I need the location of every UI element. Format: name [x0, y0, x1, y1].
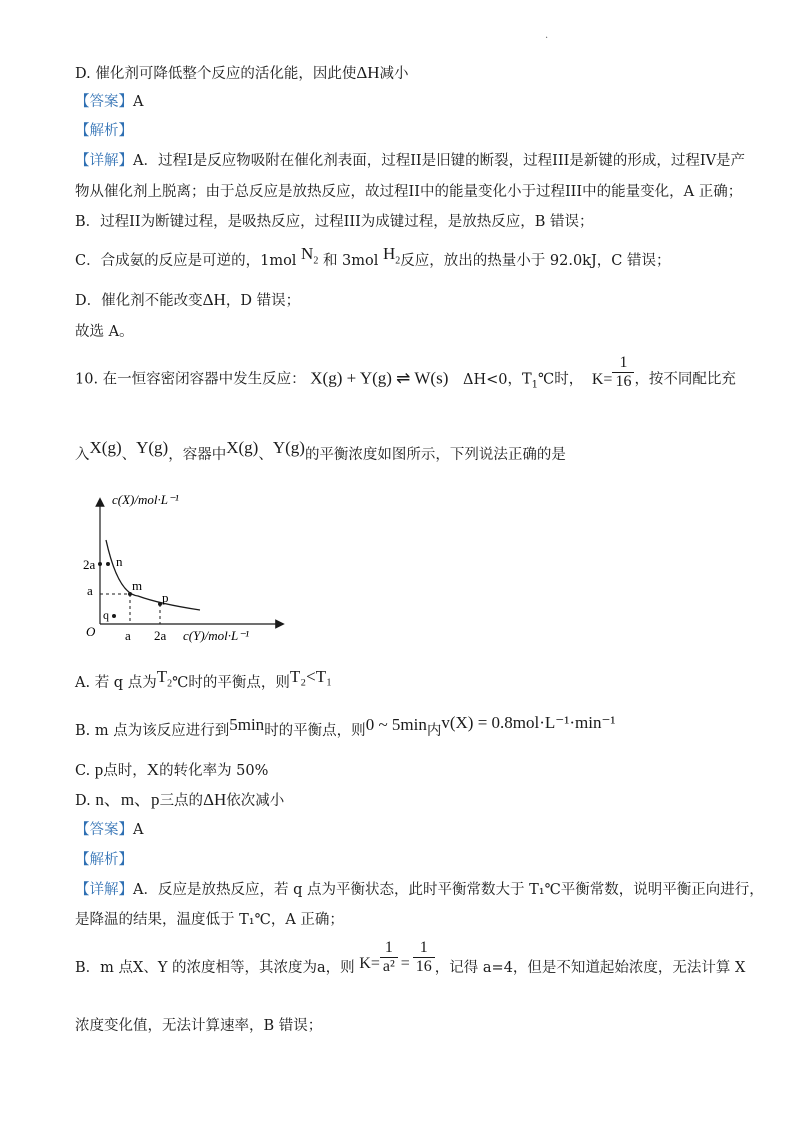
- x-symbol: X: [146, 760, 160, 779]
- y-tick-a: a: [87, 583, 93, 598]
- y-species: Y(g): [272, 438, 305, 457]
- h2-symbol: H: [383, 244, 396, 263]
- label-p: p: [162, 590, 169, 605]
- line-d-part-a: D．催化剂不能改变: [75, 293, 203, 309]
- delta-h-symbol: ΔH: [202, 290, 226, 309]
- option-a: [75, 667, 333, 699]
- option-c: [75, 760, 268, 781]
- analysis-1-label: 【解析】: [75, 123, 133, 139]
- equilibrium-graph: [80, 482, 300, 652]
- detail-text: A．反应是放热反应，若 q 点为平衡状态，此时平衡常数大于 T₁℃平衡常数，说明平衡正向进行，: [133, 882, 764, 898]
- stem2-part-b: ，容器中: [168, 447, 227, 463]
- tick-dot: [98, 562, 102, 566]
- line-c-part-b: 和 3mol: [322, 253, 379, 269]
- option-b-time: 5min: [229, 715, 265, 734]
- y-species: Y(g): [136, 438, 169, 457]
- denominator: 16: [415, 957, 432, 975]
- answer-label: 【答案】: [75, 822, 133, 838]
- answer-value: A: [133, 94, 144, 110]
- x-tick-2a: 2a: [154, 628, 167, 643]
- answer-value: A: [133, 822, 144, 838]
- delta-h-symbol: ΔH: [356, 63, 380, 82]
- n2-symbol: N: [301, 244, 314, 263]
- reaction-equation: X(g) + Y(g) ⇌ W(s): [310, 368, 449, 388]
- detail-text: A．过程I是反应物吸附在催化剂表面，过程II是旧键的断裂，过程III是新键的形成，过程IV是产: [133, 153, 746, 169]
- stem-part-b: ，按不同配比充: [634, 371, 736, 388]
- temp-subscript: 1: [531, 379, 539, 391]
- stem2-part-c: 的平衡浓度如图所示，下列说法正确的是: [304, 447, 566, 463]
- option-b: [75, 713, 616, 741]
- label-m: m: [132, 578, 143, 593]
- option-b-part-b: 时的平衡点，则: [264, 723, 366, 739]
- option-b-part-c: 内: [426, 723, 442, 739]
- k-denominator: 16: [615, 373, 632, 390]
- point-q: [112, 614, 116, 618]
- line-b-part-b: ，记得 a=4，但是不知道起始浓度，无法计算 X: [434, 960, 746, 976]
- answer-1: [75, 92, 143, 112]
- header-dot: .: [545, 30, 549, 41]
- k-fraction: [612, 354, 634, 391]
- delta-h-condition: ΔH<0: [462, 371, 508, 388]
- x-species: X(g): [226, 438, 259, 457]
- stem-part-a: 10. 在一恒容密闭容器中发生反应：: [75, 371, 306, 388]
- answer-label: 【答案】: [75, 94, 133, 110]
- denominator: a²: [382, 957, 395, 975]
- option-c-part-b: 的转化率为 50%: [159, 763, 269, 779]
- analysis-2-label: 【解析】: [75, 852, 133, 868]
- numerator: 1: [413, 939, 435, 958]
- fraction-1-over-a2: [380, 939, 398, 976]
- option-a-part-a: 若 q 点为: [94, 675, 157, 691]
- line-c-part-c: 反应，放出的热量小于 92.0kJ，C 错误；: [400, 253, 671, 269]
- delta-h-symbol: ΔH: [203, 790, 227, 809]
- temp-suffix: ℃时，: [538, 371, 584, 388]
- label-q: q: [103, 608, 109, 622]
- option-prefix: C.: [75, 763, 91, 779]
- x-species: X(g): [89, 438, 122, 457]
- separator: 、: [121, 447, 137, 463]
- label-n: n: [116, 554, 123, 569]
- stem2-part-a: 入: [75, 447, 90, 463]
- detail-1-line-b: B．过程II为断键过程，是吸热反应，过程III为成键过程，是放热反应，B 错误；: [75, 214, 594, 230]
- option-d-part-b: 三点的: [159, 793, 204, 809]
- fraction-1-over-16: [413, 939, 435, 976]
- x-axis-label: c(Y)/mol·L⁻¹: [183, 628, 250, 643]
- origin-label: O: [86, 624, 96, 639]
- answer-2: [75, 820, 143, 840]
- temp-prefix: ，T: [507, 371, 532, 388]
- numerator: 1: [380, 939, 398, 958]
- t2-symbol: $T_2$: [156, 667, 173, 690]
- line-d-part-b: ，D 错误；: [225, 293, 301, 309]
- x-tick-a: a: [125, 628, 131, 643]
- y-tick-2a: 2a: [83, 557, 96, 572]
- line-b-part-a: B．m 点X、Y 的浓度相等，其浓度为a，则: [75, 960, 355, 976]
- option-prefix: D.: [75, 793, 91, 809]
- option-a-part-b: ℃时的平衡点，则: [172, 675, 290, 691]
- detail-2-line-a2: 是降温的结果，温度低于 T₁℃，A 正确；: [75, 912, 344, 928]
- option-prefix: D.: [75, 66, 91, 82]
- detail-1-line-c: [75, 244, 671, 277]
- k-numerator: 1: [612, 354, 634, 373]
- question-10-line-2: [75, 438, 566, 465]
- equals-sign: =: [400, 955, 410, 972]
- point-p-symbol: p: [94, 760, 104, 779]
- option-prefix: B.: [75, 723, 91, 739]
- option-b-range: 0 ~ 5min: [365, 715, 427, 734]
- points-symbols: n、m、p: [95, 790, 160, 809]
- detail-label: 【详解】: [75, 153, 133, 169]
- line-c-part-a: C．合成氨的反应是可逆的，1mol: [75, 253, 297, 269]
- k-label: K=: [591, 370, 613, 388]
- detail-1-line-2: 物从催化剂上脱离；由于总反应是放热反应，故过程II中的能量变化小于过程III中的能量变化，A 正确；: [75, 184, 743, 200]
- point-n: [106, 562, 110, 566]
- t2-letter: T: [156, 667, 168, 686]
- option-tail: 减小: [379, 66, 409, 82]
- detail-1-line-1: [75, 151, 745, 171]
- n2-formula: $N_2$: [301, 244, 319, 267]
- option-prefix: A.: [75, 675, 91, 691]
- conclusion-1: 故选 A。: [75, 324, 134, 340]
- separator: 、: [258, 447, 273, 463]
- prev-option-d: [75, 63, 409, 84]
- option-b-part-a: m 点为该反应进行到: [94, 723, 230, 739]
- detail-2-line-b2: 浓度变化值，无法计算速率，B 错误；: [75, 1018, 323, 1034]
- option-c-part-a: 点时，: [103, 763, 147, 779]
- detail-label: 【详解】: [75, 882, 133, 898]
- option-d: [75, 790, 284, 811]
- detail-2-line-a1: [75, 880, 764, 900]
- question-10-line-1: [75, 354, 736, 395]
- y-axis-label: c(X)/mol·L⁻¹: [112, 492, 179, 507]
- option-text: 催化剂可降低整个反应的活化能，因此使: [95, 66, 357, 82]
- option-d-part-c: 依次减小: [226, 793, 285, 809]
- equilibrium-curve: [106, 540, 200, 610]
- detail-1-line-d: [75, 290, 300, 311]
- k-label: K=: [359, 955, 380, 972]
- h2-formula: $H_2$: [383, 244, 401, 267]
- detail-2-line-b: [75, 938, 746, 978]
- option-b-rate: v(X) = 0.8mol·L⁻¹·min⁻¹: [441, 713, 616, 732]
- option-a-inequality: T₂<T₁: [289, 667, 333, 686]
